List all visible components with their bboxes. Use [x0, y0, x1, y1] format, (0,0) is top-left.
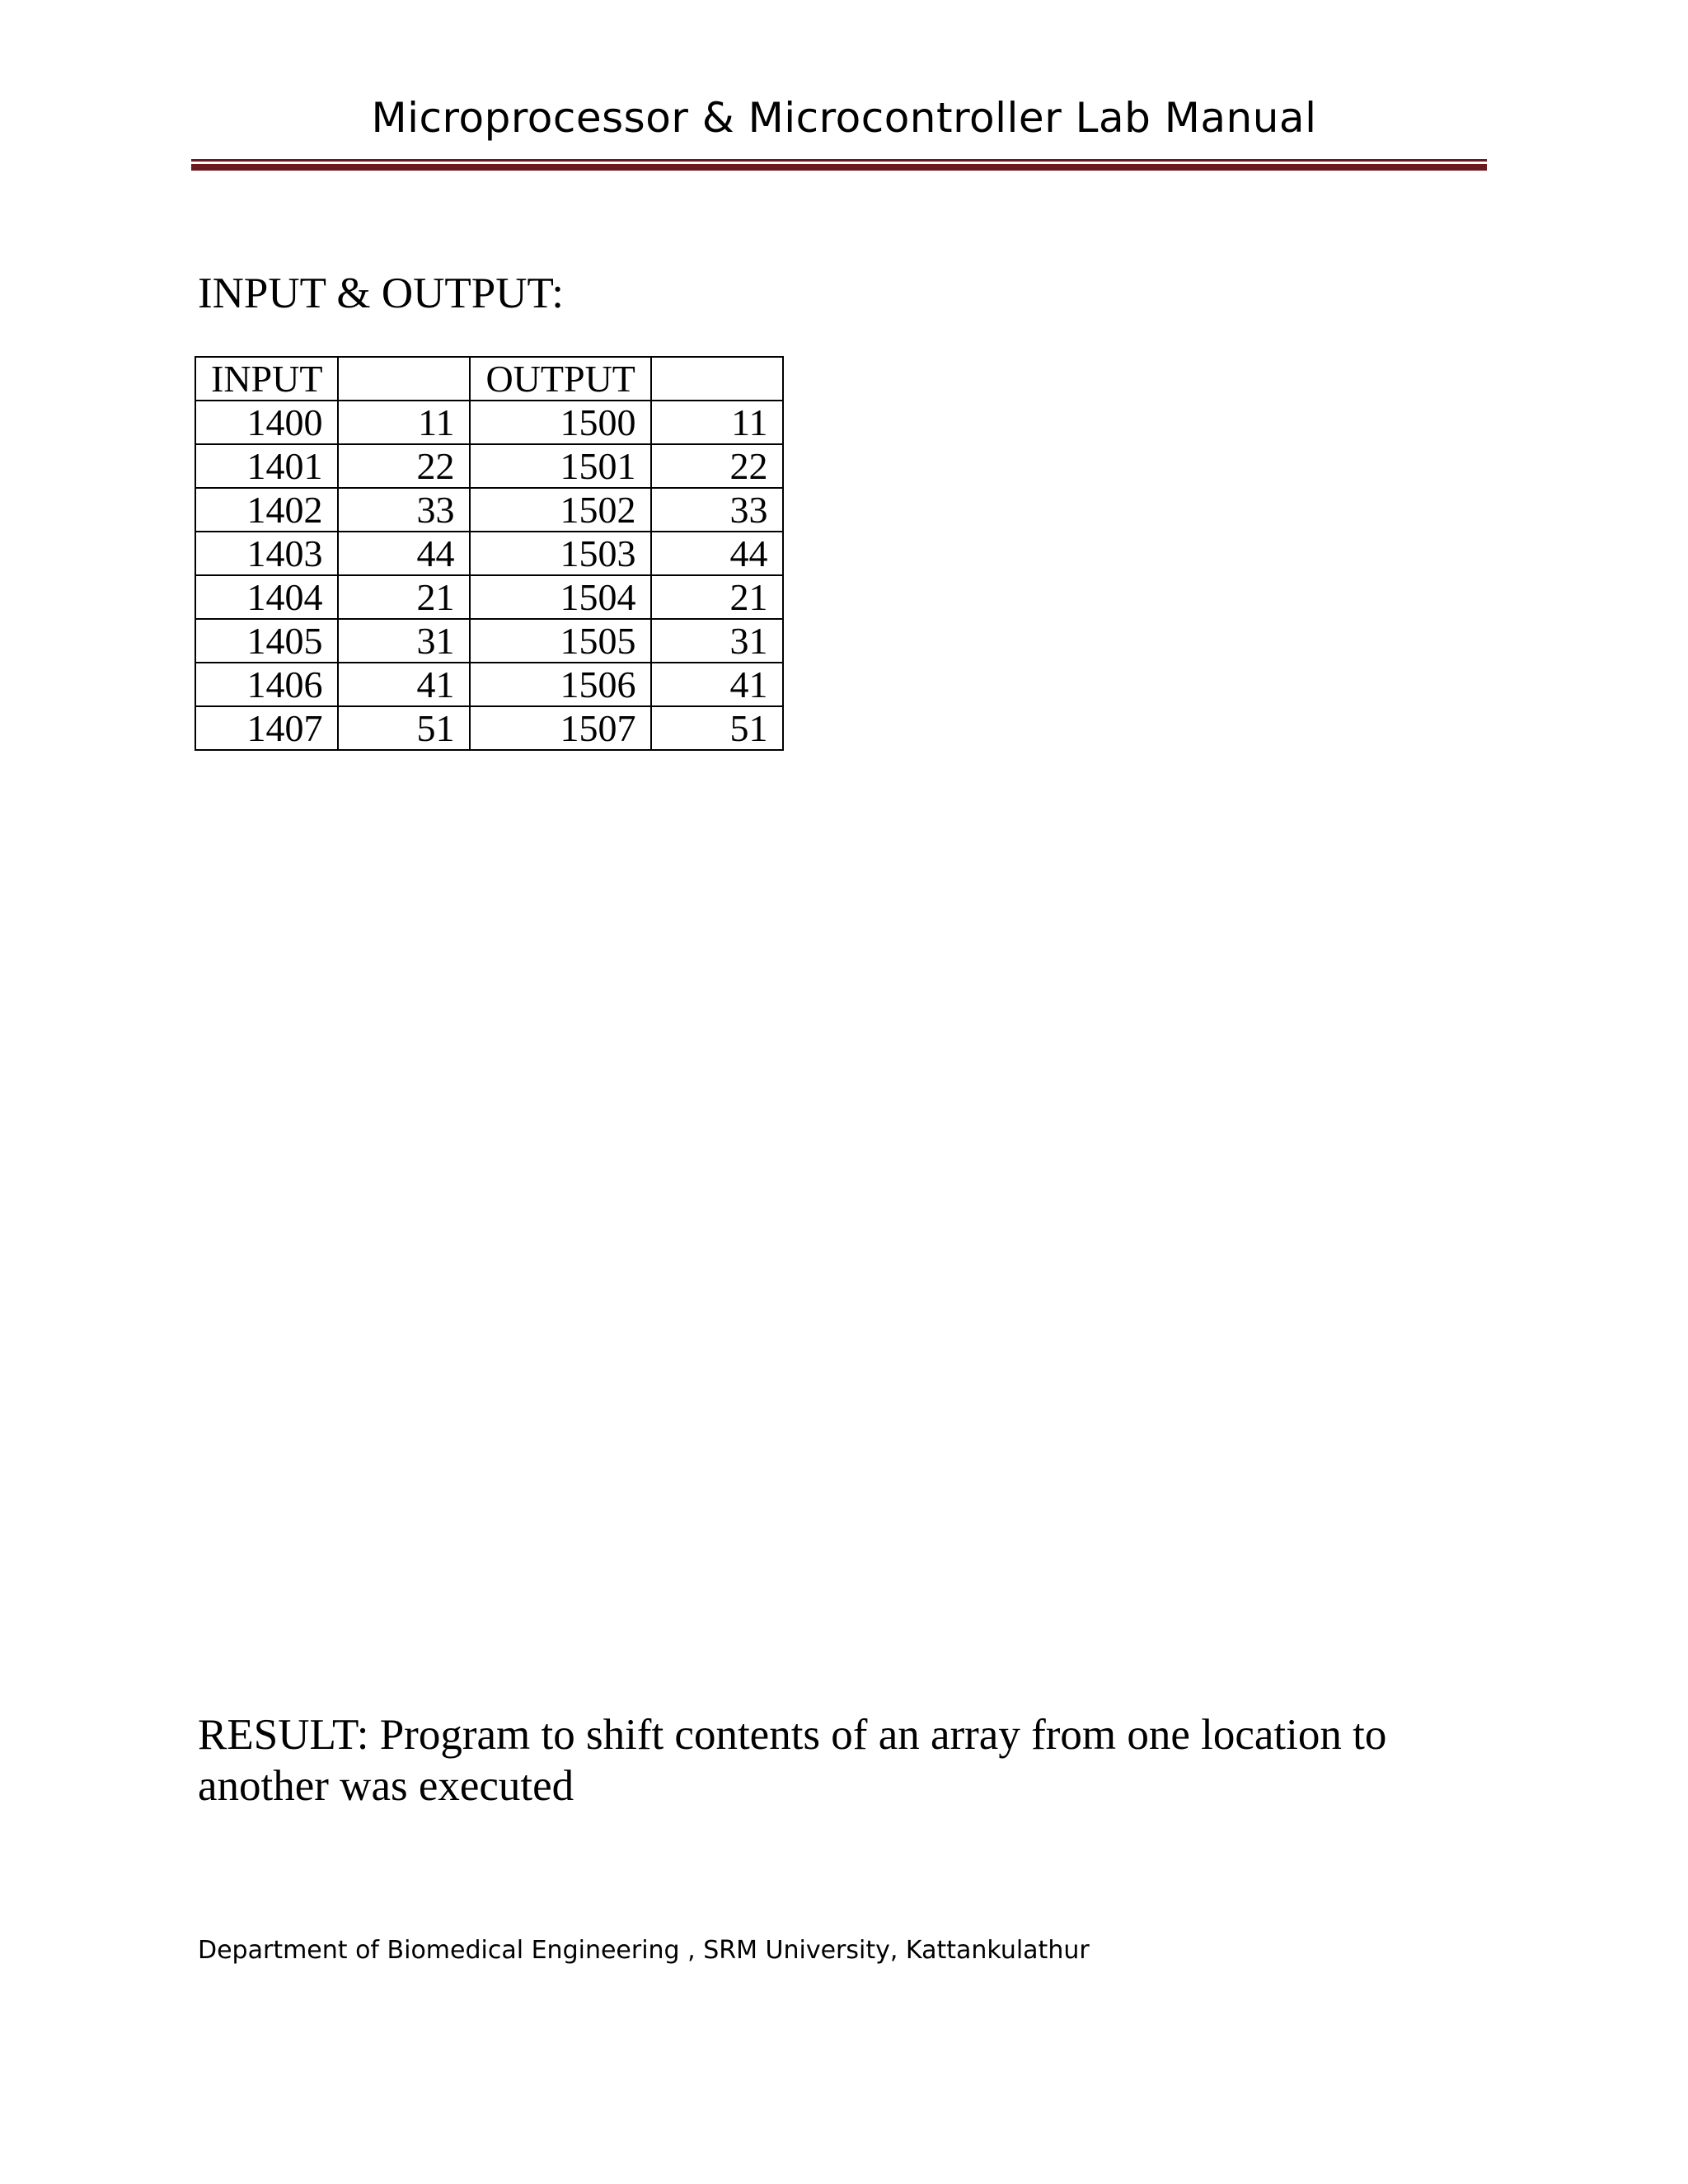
table-cell: 1402: [195, 488, 338, 532]
table-row: [195, 663, 783, 706]
table-cell: 22: [338, 444, 470, 488]
table-cell: 1502: [470, 488, 651, 532]
table-cell: 1504: [470, 575, 651, 619]
table-header-cell: [651, 357, 783, 401]
table-row: [195, 488, 783, 532]
table-cell: 1401: [195, 444, 338, 488]
table-cell: 1405: [195, 619, 338, 663]
table-header-cell: OUTPUT: [470, 357, 651, 401]
table-header-cell: INPUT: [195, 357, 338, 401]
table-cell: 22: [651, 444, 783, 488]
table-cell: 44: [338, 532, 470, 575]
result-paragraph: [198, 1709, 1484, 1811]
table-row: [195, 619, 783, 663]
table-cell: 1506: [470, 663, 651, 706]
table-cell: 21: [651, 575, 783, 619]
table-cell: 11: [651, 401, 783, 444]
table-cell: 51: [338, 706, 470, 750]
section-heading: INPUT & OUTPUT:: [198, 269, 564, 317]
result-text: Program to shift contents of an array from one location to another was executed: [198, 1711, 1387, 1810]
table-row: [195, 444, 783, 488]
table-cell: 1505: [470, 619, 651, 663]
table-cell: 11: [338, 401, 470, 444]
table-cell: 1407: [195, 706, 338, 750]
table-row: [195, 401, 783, 444]
table-cell: 31: [338, 619, 470, 663]
table-row: [195, 575, 783, 619]
table-row: [195, 532, 783, 575]
table-cell: 33: [651, 488, 783, 532]
table-cell: 1500: [470, 401, 651, 444]
table-cell: 21: [338, 575, 470, 619]
result-label: RESULT:: [198, 1711, 369, 1759]
page-header-title: Microprocessor & Microcontroller Lab Manual: [371, 94, 1317, 142]
table-cell: 41: [651, 663, 783, 706]
table-cell: 1501: [470, 444, 651, 488]
table-cell: 1400: [195, 401, 338, 444]
table-cell: 1406: [195, 663, 338, 706]
table-cell: 1507: [470, 706, 651, 750]
header-rule-thick: [191, 164, 1487, 171]
table-header-row: [195, 357, 783, 401]
table-cell: 1503: [470, 532, 651, 575]
table-cell: 1403: [195, 532, 338, 575]
header-rule-thin: [191, 159, 1487, 162]
input-output-table: [195, 356, 784, 751]
table-cell: 51: [651, 706, 783, 750]
table-cell: 31: [651, 619, 783, 663]
table-cell: 33: [338, 488, 470, 532]
table-cell: 44: [651, 532, 783, 575]
table-cell: 41: [338, 663, 470, 706]
page-footer: Department of Biomedical Engineering , SRM University, Kattankulathur: [198, 1936, 1090, 1965]
table-header-cell: [338, 357, 470, 401]
table-row: [195, 706, 783, 750]
table-cell: 1404: [195, 575, 338, 619]
